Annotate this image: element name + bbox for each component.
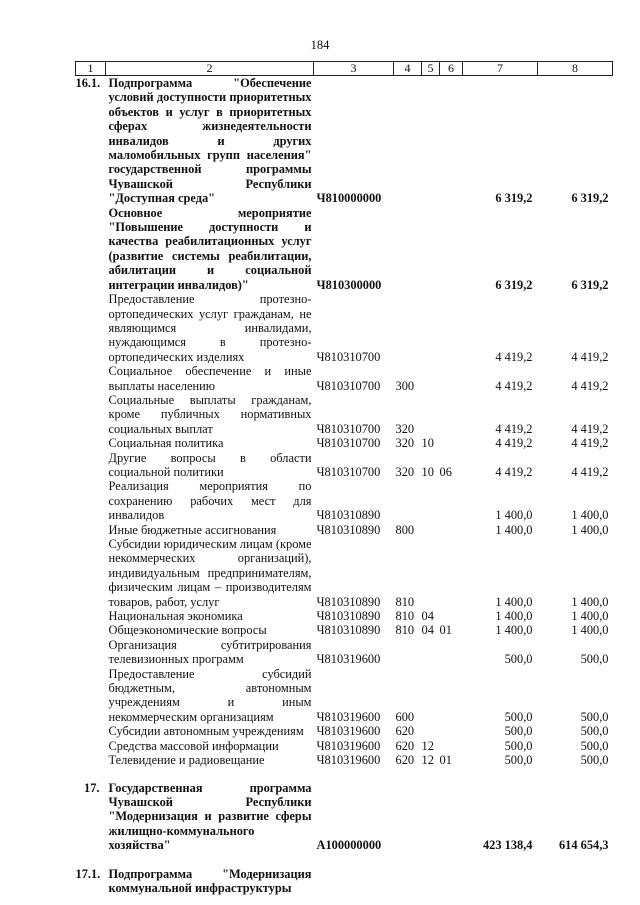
amount-year-1: 500,0 — [504, 709, 533, 724]
table-row — [76, 667, 613, 725]
section-code: 10 — [421, 436, 434, 451]
expense-type-code: 810 — [395, 609, 415, 624]
subsection-code — [440, 76, 463, 206]
section-code: 04 — [421, 609, 434, 624]
amount-year-2: 6 319,2 — [571, 191, 609, 206]
table-row — [76, 206, 613, 292]
amount-year-1: 500,0 — [504, 753, 533, 768]
expense-type-code: 620 — [395, 753, 415, 768]
expense-type-code: 620 — [395, 724, 415, 739]
row-number — [76, 292, 106, 364]
section-code: 04 — [421, 623, 434, 638]
target-code: Ч810310700 — [316, 421, 381, 436]
expense-type-code: 300 — [395, 378, 415, 393]
row-name: Подпрограмма "Обеспечение условий доступности приоритетных объектов и услуг в приоритетных сферах жизнедеятельности инвалидов и других маломобильных групп населения" государственной программы Чувашской Республики "Доступная среда" — [108, 76, 312, 206]
row-number — [76, 609, 106, 623]
column-header: 3 — [314, 62, 394, 76]
subsection-code — [440, 364, 463, 393]
subsection-code — [440, 479, 463, 522]
subsection-code — [440, 206, 463, 292]
column-header: 5 — [422, 62, 440, 76]
amount-year-2: 500,0 — [580, 652, 609, 667]
amount-year-1: 4 419,2 — [495, 378, 533, 393]
row-number — [76, 537, 106, 609]
row-name: Предоставление протезно-ортопедических услуг гражданам, не являющимся инвалидами, нуждающимся в протезно-ортопедических изделиях — [108, 292, 312, 364]
amount-year-1: 4 419,2 — [495, 349, 533, 364]
expense-type-code: 320 — [395, 464, 415, 479]
target-code: Ч810300000 — [316, 277, 382, 292]
table-row — [76, 724, 613, 738]
section-code — [422, 853, 440, 896]
target-code: Ч810310890 — [316, 623, 381, 638]
target-code: Ч810319600 — [316, 652, 381, 667]
target-code: Ч810310700 — [316, 464, 381, 479]
row-name: Подпрограмма "Модернизация коммунальной инфраструктуры — [108, 866, 312, 895]
page-number: 184 — [310, 38, 330, 52]
row-name: Национальная экономика — [108, 609, 243, 624]
row-name: Средства массовой информации — [108, 738, 279, 753]
amount-year-1: 4 419,2 — [495, 421, 533, 436]
row-name: Социальное обеспечение и иные выплаты населению — [108, 364, 312, 393]
expense-type-code — [394, 479, 422, 522]
target-code: Ч810310700 — [316, 349, 381, 364]
target-code: Ч810319600 — [316, 724, 381, 739]
expense-type-code — [394, 768, 422, 853]
target-code — [314, 853, 394, 896]
amount-year-2: 1 400,0 — [571, 594, 609, 609]
section-code: 12 — [421, 753, 434, 768]
row-name: Субсидии автономным учреждениям — [108, 724, 304, 739]
column-header: 2 — [106, 62, 314, 76]
table-row — [76, 523, 613, 537]
expense-type-code: 600 — [395, 709, 415, 724]
table-row — [76, 292, 613, 364]
table-row — [76, 853, 613, 896]
target-code: Ч810319600 — [316, 753, 381, 768]
table-row — [76, 537, 613, 609]
target-code: Ч810310890 — [316, 522, 381, 537]
subsection-code: 01 — [439, 753, 452, 768]
budget-table — [75, 61, 613, 895]
expense-type-code — [394, 638, 422, 667]
subsection-code — [440, 609, 463, 623]
table-row — [76, 739, 613, 753]
row-number: 17.1. — [75, 866, 101, 881]
amount-year-1: 1 400,0 — [495, 623, 533, 638]
target-code: Ч810310890 — [316, 508, 381, 523]
target-code: Ч810310700 — [316, 378, 381, 393]
subsection-code — [440, 292, 463, 364]
table-row — [76, 609, 613, 623]
section-code — [422, 479, 440, 522]
amount-year-2: 4 419,2 — [571, 464, 609, 479]
column-header: 7 — [463, 62, 538, 76]
amount-year-2: 4 419,2 — [571, 349, 609, 364]
section-code — [422, 638, 440, 667]
amount-year-2: 500,0 — [580, 753, 609, 768]
section-code — [422, 724, 440, 738]
section-code — [422, 206, 440, 292]
row-name: Реализация мероприятия по сохранению рабочих мест для инвалидов — [108, 479, 312, 523]
amount-year-1: 1 400,0 — [495, 508, 533, 523]
expense-type-code: 320 — [395, 421, 415, 436]
row-number — [76, 364, 106, 393]
table-row — [76, 479, 613, 522]
expense-type-code: 810 — [395, 623, 415, 638]
row-number — [76, 638, 106, 667]
column-header: 4 — [394, 62, 422, 76]
row-name: Организация субтитрирования телевизионных программ — [108, 637, 312, 667]
table-header-row — [76, 62, 613, 76]
table-row — [76, 393, 613, 436]
row-number — [76, 451, 106, 480]
row-number — [76, 724, 106, 738]
subsection-code — [440, 523, 463, 537]
expense-type-code: 810 — [395, 594, 415, 609]
section-code — [422, 364, 440, 393]
table-row — [76, 768, 613, 853]
expense-type-code — [394, 206, 422, 292]
row-name: Социальные выплаты гражданам, кроме публичных нормативных социальных выплат — [108, 392, 312, 436]
subsection-code — [440, 393, 463, 436]
subsection-code — [440, 853, 463, 896]
row-number — [76, 623, 106, 637]
row-name: Субсидии юридическим лицам (кроме некоммерческих организаций), индивидуальным предпринимателям, физическим лицам – производителям товаров, работ, услуг — [108, 537, 312, 609]
section-code: 12 — [421, 738, 434, 753]
subsection-code — [440, 537, 463, 609]
amount-year-2: 500,0 — [580, 724, 609, 739]
amount-year-2: 1 400,0 — [571, 508, 609, 523]
row-number — [76, 393, 106, 436]
amount-year-1: 423 138,4 — [482, 838, 533, 853]
amount-year-1: 4 419,2 — [495, 464, 533, 479]
row-number — [76, 436, 106, 450]
subsection-code — [440, 768, 463, 853]
amount-year-1: 4 419,2 — [495, 436, 533, 451]
amount-year-2: 6 319,2 — [571, 277, 609, 292]
target-code: Ч810000000 — [316, 191, 382, 206]
amount-year-1: 1 400,0 — [495, 522, 533, 537]
section-code — [422, 537, 440, 609]
amount-year-1: 500,0 — [504, 738, 533, 753]
row-name: Социальная политика — [108, 436, 224, 451]
column-header: 1 — [76, 62, 106, 76]
row-name: Предоставление субсидий бюджетным, автономным учреждениям и иным некоммерческим организациям — [108, 666, 312, 724]
subsection-code: 06 — [439, 464, 452, 479]
column-header: 6 — [440, 62, 463, 76]
expense-type-code — [394, 853, 422, 896]
row-number — [76, 739, 106, 753]
row-name: Телевидение и радиовещание — [108, 753, 265, 768]
section-code — [422, 768, 440, 853]
target-code: Ч810319600 — [316, 709, 381, 724]
amount-year-1: 500,0 — [504, 724, 533, 739]
section-code — [422, 667, 440, 725]
subsection-code: 01 — [439, 623, 452, 638]
expense-type-code: 620 — [395, 738, 415, 753]
amount-year-1 — [463, 853, 538, 896]
table-row — [76, 436, 613, 450]
expense-type-code: 800 — [395, 522, 415, 537]
expense-type-code — [394, 292, 422, 364]
table-row — [76, 623, 613, 637]
amount-year-2: 614 654,3 — [558, 838, 609, 853]
section-code — [422, 76, 440, 206]
amount-year-1: 1 400,0 — [495, 594, 533, 609]
target-code: Ч810310890 — [316, 609, 381, 624]
table-row — [76, 364, 613, 393]
expense-type-code — [394, 76, 422, 206]
row-name: Общеэкономические вопросы — [108, 623, 267, 638]
table-row — [76, 76, 613, 206]
section-code — [422, 523, 440, 537]
row-name: Другие вопросы в области социальной политики — [108, 450, 312, 479]
amount-year-2 — [538, 853, 613, 896]
row-number — [76, 523, 106, 537]
target-code: A100000000 — [316, 838, 382, 853]
amount-year-2: 4 419,2 — [571, 378, 609, 393]
amount-year-2: 500,0 — [580, 709, 609, 724]
row-number — [76, 753, 106, 767]
subsection-code — [440, 724, 463, 738]
table-row — [76, 451, 613, 480]
amount-year-2: 4 419,2 — [571, 436, 609, 451]
amount-year-2: 1 400,0 — [571, 609, 609, 624]
amount-year-1: 6 319,2 — [495, 191, 533, 206]
amount-year-1: 6 319,2 — [495, 277, 533, 292]
subsection-code — [440, 739, 463, 753]
row-name: Основное мероприятие "Повышение доступности и качества реабилитационных услуг (развитие системы реабилитации, абилитации и социальной интеграции инвалидов)" — [108, 205, 312, 292]
amount-year-2: 1 400,0 — [571, 623, 609, 638]
row-number — [76, 667, 106, 725]
row-number — [76, 479, 106, 522]
row-number: 16.1. — [75, 76, 101, 90]
expense-type-code: 320 — [395, 436, 415, 451]
amount-year-1: 500,0 — [504, 652, 533, 667]
subsection-code — [440, 667, 463, 725]
table-row — [76, 753, 613, 767]
target-code: Ч810310890 — [316, 594, 381, 609]
amount-year-2: 500,0 — [580, 738, 609, 753]
amount-year-1: 1 400,0 — [495, 609, 533, 624]
target-code: Ч810319600 — [316, 738, 381, 753]
amount-year-2: 1 400,0 — [571, 522, 609, 537]
table-row — [76, 638, 613, 667]
section-code — [422, 393, 440, 436]
amount-year-2: 4 419,2 — [571, 421, 609, 436]
subsection-code — [440, 436, 463, 450]
column-header: 8 — [538, 62, 613, 76]
section-code — [422, 292, 440, 364]
target-code: Ч810310700 — [316, 436, 381, 451]
row-number: 17. — [84, 780, 100, 795]
row-name: Государственная программа Чувашской Республики "Модернизация и развитие сферы жилищно-коммунального хозяйства" — [108, 780, 312, 853]
subsection-code — [440, 638, 463, 667]
section-code: 10 — [421, 464, 434, 479]
row-number — [76, 206, 106, 292]
row-name: Иные бюджетные ассигнования — [108, 522, 277, 537]
